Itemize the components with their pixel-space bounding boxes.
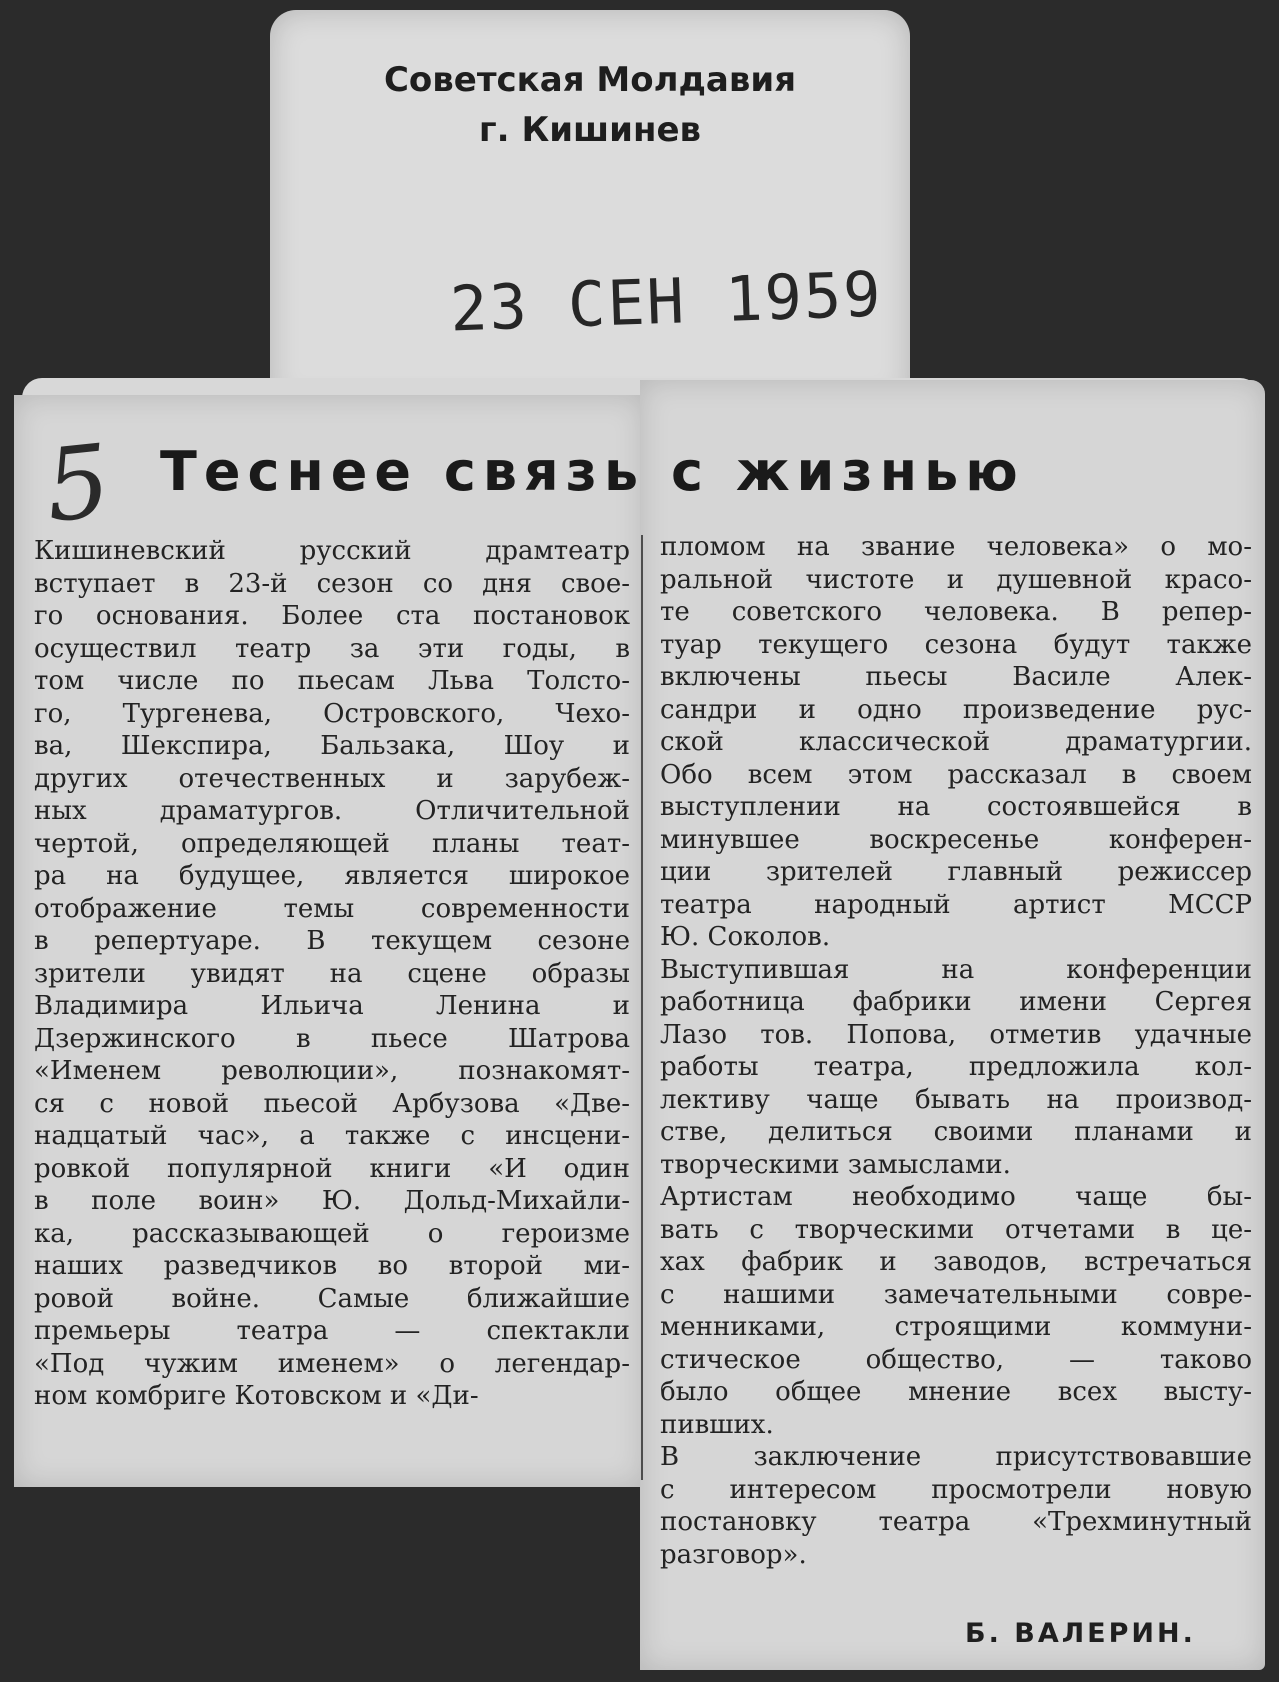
article-text-line: чертой, определяющей планы теат- (34, 828, 630, 859)
handwritten-page-number: 5 (40, 421, 116, 546)
article-text-line: ции зрителей главный режиссер (660, 857, 1252, 887)
article-text-line: наших разведчиков во второй ми- (34, 1251, 630, 1281)
article-text-line: ровкой популярной книги «И один (34, 1153, 630, 1184)
article-text-line: ральной чистоте и душевной красо- (660, 564, 1252, 595)
article-text-line: отображение темы современности (34, 893, 630, 924)
article-text-line: те советского человека. В репер- (660, 597, 1252, 627)
article-text-line: надцатый час», а также с инсцени- (34, 1121, 630, 1151)
article-text-line: стическое общество, — таково (660, 1344, 1252, 1375)
article-text-line: разговор». (660, 1539, 807, 1570)
article-text-line: туар текущего сезона будут также (660, 629, 1252, 660)
article-text-line: театра народный артист МССР (660, 889, 1252, 920)
article-text-line: стве, делиться своими планами и (660, 1117, 1252, 1147)
article-text-line: «Под чужим именем» о легендар- (34, 1348, 630, 1379)
article-text-line: В заключение присутствовавшие (660, 1442, 1252, 1472)
article-text-line: было общее мнение всех высту- (660, 1377, 1252, 1407)
article-text-line: ской классической драматургии. (660, 727, 1252, 757)
article-text-line: сандри и одно произведение рус- (660, 694, 1252, 725)
article-text-line: в репертуаре. В текущем сезоне (34, 926, 630, 956)
article-text-line: в поле воин» Ю. Дольд-Михайли- (34, 1186, 630, 1216)
article-text-line: «Именем революции», познакомят- (34, 1056, 630, 1086)
date-stamp: 23 СЕН 1959 (448, 257, 884, 346)
article-text-line: работница фабрики имени Сергея (660, 987, 1252, 1017)
article-text-line: ва, Шекспира, Бальзака, Шоу и (34, 731, 630, 761)
article-text-line: вать с творческими отчетами в це- (660, 1214, 1252, 1245)
article-text-line: Артистам необходимо чаще бы- (660, 1182, 1252, 1212)
article-text-line: Ю. Соколов. (660, 922, 831, 952)
article-text-line: с нашими замечательными совре- (660, 1279, 1252, 1310)
article-text-line: минувшее воскресенье конферен- (660, 824, 1252, 855)
author-signature: Б. ВАЛЕРИН. (965, 1618, 1196, 1649)
newspaper-name: Советская Молдавия (383, 60, 797, 100)
article-text-line: ра на будущее, является широкое (34, 861, 630, 891)
article-text-line: го, Тургенева, Островского, Чехо- (34, 698, 630, 729)
article-text-line: творческими замыслами. (660, 1149, 1011, 1180)
article-text-line: других отечественных и зарубеж- (34, 763, 630, 794)
article-text-line: ка, рассказывающей о героизме (34, 1218, 630, 1249)
article-text-line: го основания. Более ста постановок (34, 601, 630, 631)
article-text-line: постановку театра «Трехминутный (660, 1507, 1252, 1537)
article-headline: Теснее связь с жизнью (160, 440, 1025, 503)
article-text-line: с интересом просмотрели новую (660, 1474, 1252, 1505)
article-text-line: хах фабрик и заводов, встречаться (660, 1247, 1252, 1277)
article-text-line: лективу чаще бывать на производ- (660, 1084, 1252, 1115)
article-text-line: ных драматургов. Отличительной (34, 796, 630, 826)
article-text-line: вступает в 23-й сезон со дня свое- (34, 568, 630, 599)
article-text-line: ровой войне. Самые ближайшие (34, 1283, 630, 1314)
article-text-line: Дзержинского в пьесе Шатрова (34, 1023, 630, 1054)
article-left-column (34, 535, 630, 1413)
newspaper-source-label (270, 10, 910, 405)
column-divider (641, 535, 643, 1480)
article-text-line: пломом на звание человека» о мо- (660, 532, 1252, 562)
article-text-line: Кишиневский русский драмтеатр (34, 536, 630, 566)
article-text-line: Владимира Ильича Ленина и (34, 991, 630, 1021)
article-right-column (660, 531, 1252, 1571)
article-text-line: включены пьесы Василе Алек- (660, 662, 1252, 692)
article-text-line: менниками, строящими коммуни- (660, 1312, 1252, 1342)
newspaper-city: г. Кишинев (478, 110, 702, 150)
article-text-line: ся с новой пьесой Арбузова «Две- (34, 1088, 630, 1119)
article-text-line: выступлении на состоявшейся в (660, 792, 1252, 822)
article-text-line: Выступившая на конференции (660, 954, 1252, 985)
article-text-line: осуществил театр за эти годы, в (34, 633, 630, 664)
article-text-line: зрители увидят на сцене образы (34, 958, 630, 989)
article-text-line: пивших. (660, 1409, 774, 1440)
article-text-line: том числе по пьесам Льва Толсто- (34, 666, 630, 696)
article-text-line: ном комбриге Котовском и «Ди- (34, 1381, 479, 1411)
article-text-line: премьеры театра — спектакли (34, 1316, 630, 1346)
article-text-line: Лазо тов. Попова, отметив удачные (660, 1019, 1252, 1050)
article-text-line: Обо всем этом рассказал в своем (660, 759, 1252, 790)
article-text-line: работы театра, предложила кол- (660, 1052, 1252, 1082)
